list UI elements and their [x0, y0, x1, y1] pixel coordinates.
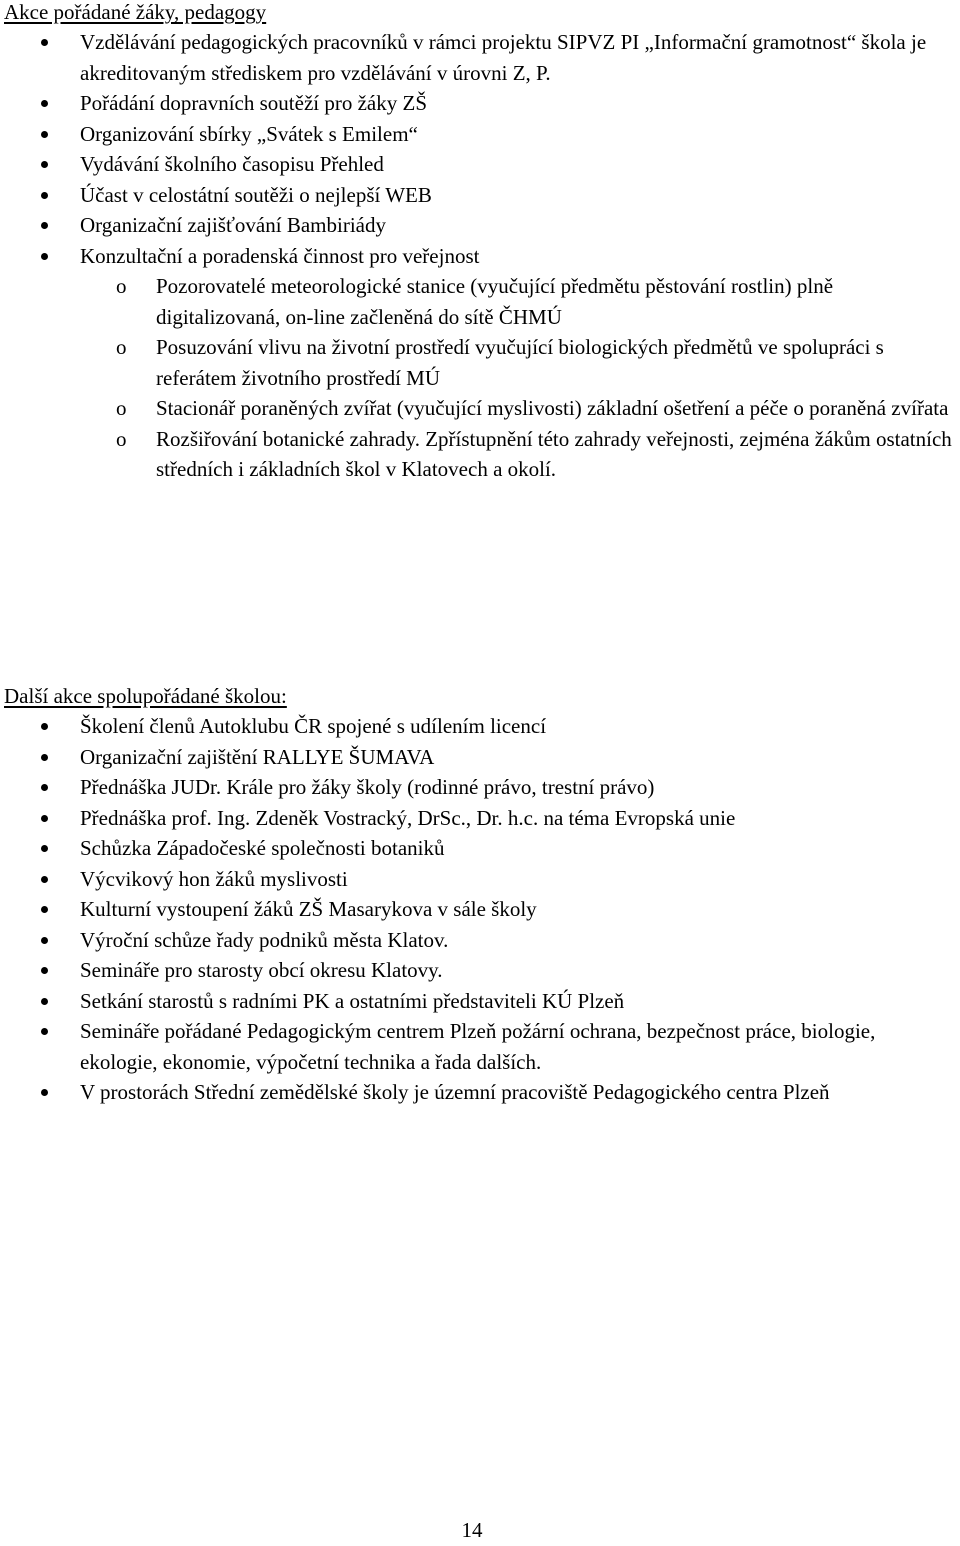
- co-organized-events-list: [0, 711, 960, 1108]
- list-item: Účast v celostátní soutěži o nejlepší WEB: [0, 180, 960, 211]
- list-item: Pořádání dopravních soutěží pro žáky ZŠ: [0, 88, 960, 119]
- section-heading-student-events: Akce pořádané žáky, pedagogy: [4, 0, 267, 24]
- list-item: Výcvikový hon žáků myslivosti: [0, 864, 960, 895]
- list-item: Školení členů Autoklubu ČR spojené s udílením licencí: [0, 711, 960, 742]
- consulting-sublist: [80, 271, 958, 485]
- sublist-item: o Posuzování vlivu na životní prostředí vyučující biologických předmětů ve spolupráci s referátem životního prostředí MÚ: [156, 332, 958, 393]
- sublist-item: o Pozorovatelé meteorologické stanice (vyučující předmětu pěstování rostlin) plně digitalizovaná, on-line začleněná do sítě ČHMÚ: [156, 271, 958, 332]
- list-item: V prostorách Střední zemědělské školy je územní pracoviště Pedagogického centra Plzeň: [0, 1077, 960, 1108]
- list-item: Výroční schůze řady podniků města Klatov.: [0, 925, 960, 956]
- list-item: Schůzka Západočeské společnosti botaniků: [0, 833, 960, 864]
- sublist-item: o Rozšiřování botanické zahrady. Zpřístupnění této zahrady veřejnosti, zejména žákům ostatních středních i základních škol v Klatovech a okolí.: [156, 424, 958, 485]
- list-item: Organizování sbírky „Svátek s Emilem“: [0, 119, 960, 150]
- student-events-list: [0, 27, 960, 485]
- list-item: Přednáška prof. Ing. Zdeněk Vostracký, DrSc., Dr. h.c. na téma Evropská unie: [0, 803, 960, 834]
- list-item: Setkání starostů s radními PK a ostatními představiteli KÚ Plzeň: [0, 986, 960, 1017]
- list-item: Vzdělávání pedagogických pracovníků v rámci projektu SIPVZ PI „Informační gramotnost“ škola je akreditovaným střediskem pro vzdělávání v úrovni Z, P.: [0, 27, 960, 88]
- sublist-item: o Stacionář poraněných zvířat (vyučující myslivosti) základní ošetření a péče o poraněná zvířata: [156, 393, 958, 424]
- list-item: Přednáška JUDr. Krále pro žáky školy (rodinné právo, trestní právo): [0, 772, 960, 803]
- list-item-consulting: [0, 241, 960, 485]
- list-item: Organizační zajištění RALLYE ŠUMAVA: [0, 742, 960, 773]
- list-item: Semináře pro starosty obcí okresu Klatovy.: [0, 955, 960, 986]
- list-item: Semináře pořádané Pedagogickým centrem Plzeň požární ochrana, bezpečnost práce, biologie, ekologie, ekonomie, výpočetní technika a řada dalších.: [0, 1016, 960, 1077]
- list-item: Vydávání školního časopisu Přehled: [0, 149, 960, 180]
- list-item-label: Konzultační a poradenská činnost pro veřejnost: [80, 243, 480, 268]
- section-heading-co-organized-events: Další akce spolupořádané školou:: [4, 684, 287, 708]
- page-number: 14: [461, 1518, 483, 1542]
- list-item: Organizační zajišťování Bambiriády: [0, 210, 960, 241]
- list-item: Kulturní vystoupení žáků ZŠ Masarykova v sále školy: [0, 894, 960, 925]
